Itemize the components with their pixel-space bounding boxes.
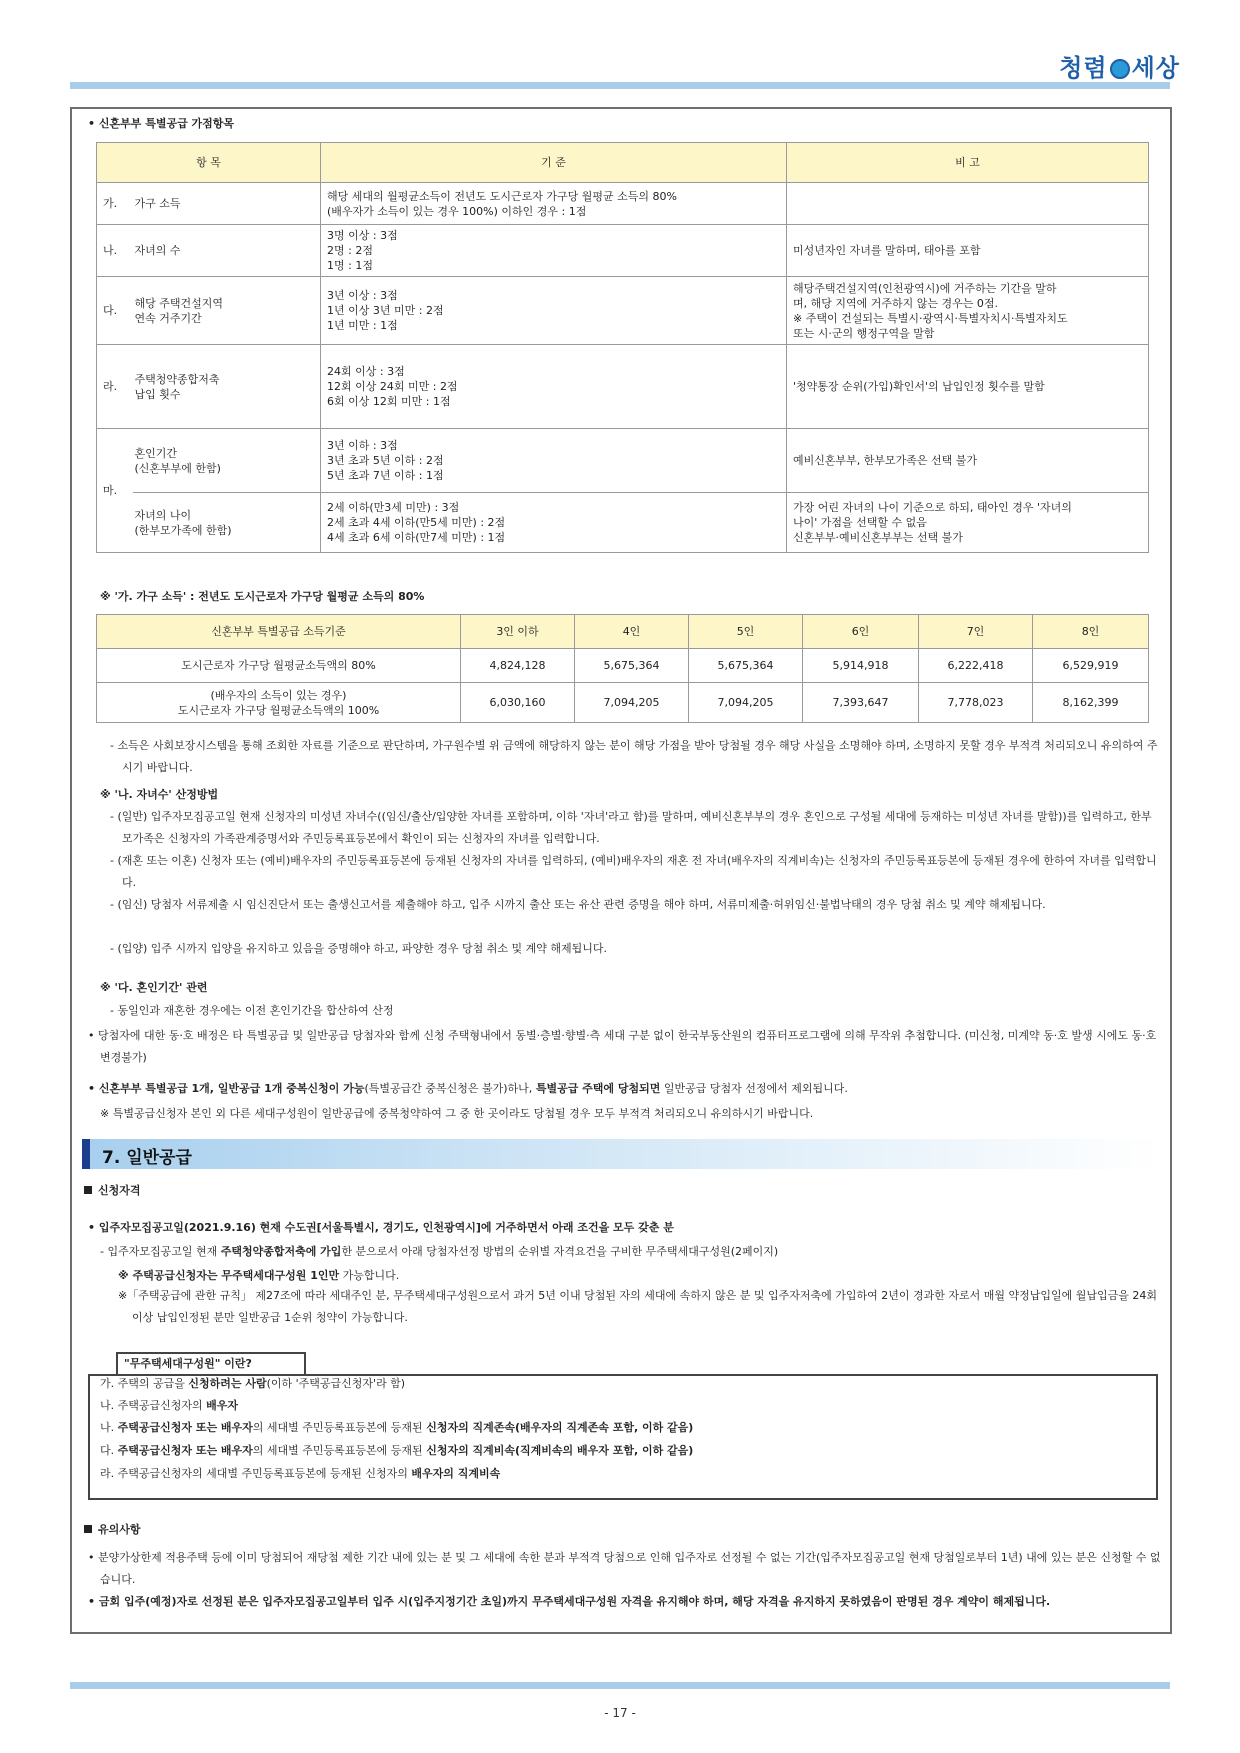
duplicate-bold-c: 특별공급 주택에 당첨되면 bbox=[535, 1082, 661, 1095]
income-value: 6,222,418 bbox=[919, 649, 1033, 683]
row-index: 다. bbox=[97, 277, 133, 345]
criteria-line: 1명 : 1점 bbox=[327, 259, 373, 272]
definition-bold: 배우자 bbox=[206, 1399, 239, 1412]
income-value: 4,824,128 bbox=[461, 649, 575, 683]
score-items-title: • 신혼부부 특별공급 가점항목 bbox=[88, 117, 235, 130]
criteria-line: 6회 이상 12회 미만 : 1점 bbox=[327, 395, 451, 408]
allocation-bullet: • 당첨자에 대한 동·호 배정은 타 특별공급 및 일반공급 당첨자와 함께 신청 주택형내에서 동별·층별·향별·측 세대 구분 없이 한국부동산원의 컴퓨터프로그램에 의해 무작위 추첨합니다. (미신청, 미계약 동·호 발생 시에도 동·호 변경불가) bbox=[88, 1029, 1157, 1064]
row-label: 납입 횟수 bbox=[134, 387, 181, 401]
income-table bbox=[96, 614, 1149, 723]
children-section-title: ※ '나. 자녀수' 산정방법 bbox=[100, 788, 219, 801]
logo-mark-icon bbox=[1110, 59, 1130, 79]
income-value: 6,529,919 bbox=[1033, 649, 1149, 683]
income-remark: - 소득은 사회보장시스템을 통해 조회한 자료를 기준으로 판단하며, 가구원수별 위 금액에 해당하지 않는 분이 해당 가점을 받아 당첨될 경우 해당 사실을 소명해야 하며, 소명하지 못할 경우 부적격 처리되오니 유의하여 주시기 바랍니다. bbox=[110, 739, 1158, 774]
caution-heading-text: 유의사항 bbox=[98, 1523, 141, 1536]
criteria-line: 24회 이상 : 3점 bbox=[327, 365, 405, 378]
row-index: 나. bbox=[97, 225, 133, 277]
table-row bbox=[97, 225, 1149, 277]
score-table-header bbox=[97, 143, 1149, 183]
income-value: 6,030,160 bbox=[461, 683, 575, 723]
qualification-note1 bbox=[118, 1268, 399, 1283]
criteria-line: 2세 초과 4세 이하(만5세 미만) : 2점 bbox=[327, 516, 506, 529]
table-row bbox=[97, 649, 1149, 683]
row-label: (신혼부부에 한함) bbox=[134, 461, 221, 475]
income-value: 7,094,205 bbox=[575, 683, 689, 723]
definition-box-title: "무주택세대구성원" 이란? bbox=[116, 1352, 306, 1376]
row-label: 가구 소득 bbox=[134, 197, 181, 210]
income-value: 5,914,918 bbox=[803, 649, 919, 683]
note-line: 해당주택건설지역(인천광역시)에 거주하는 기간을 말하 bbox=[793, 281, 1057, 295]
note-line: 나이' 가점을 선택할 수 없음 bbox=[793, 516, 927, 529]
income-value: 7,778,023 bbox=[919, 683, 1033, 723]
income-value: 5,675,364 bbox=[575, 649, 689, 683]
row-label: 혼인기간 bbox=[134, 446, 178, 460]
note-line: 가장 어린 자녀의 나이 기준으로 하되, 태아인 경우 '자녀의 bbox=[793, 501, 1072, 514]
criteria-line: 4세 초과 6세 이하(만7세 미만) : 1점 bbox=[327, 531, 506, 544]
children-item: - (일반) 입주자모집공고일 현재 신청자의 미성년 자녀수((임신/출산/입양한 자녀를 포함하며, 이하 '자녀'라고 함)를 말하며, 예비신혼부부의 경우 혼인으로 구성될 세대에 등재하는 미성년 자녀를 말함))를 입력하고, 한부모가족은 신청자의 가족관계증명서와 주민등록표등본에서 확인이 되는 신청자의 자녀를 입력합니다. bbox=[110, 810, 1152, 845]
note-line: 또는 시·군의 행정구역을 말함 bbox=[793, 326, 935, 340]
score-header-note: 비 고 bbox=[787, 143, 1149, 183]
income-value: 5,675,364 bbox=[689, 649, 803, 683]
caution-item: • 분양가상한제 적용주택 등에 이미 당첨되어 재당첨 제한 기간 내에 있는 분 및 그 세대에 속한 분과 부적격 당첨으로 인해 입주자로 선정될 수 없는 기간(입주자모집공고일 현재 당첨일로부터 1년) 내에 있는 분은 신청할 수 없습니다. bbox=[88, 1551, 1161, 1586]
note-line: 예비신혼부부, 한부모가족은 선택 불가 bbox=[793, 454, 978, 467]
income-value: 7,393,647 bbox=[803, 683, 919, 723]
income-header: 3인 이하 bbox=[461, 615, 575, 649]
duplicate-bullet bbox=[88, 1081, 848, 1096]
logo-text-left: 청렴 bbox=[1059, 52, 1108, 82]
logo-text-right: 세상 bbox=[1131, 52, 1180, 82]
page-number: - 17 - bbox=[604, 1706, 636, 1720]
note-line: 신혼부부·예비신혼부부는 선택 불가 bbox=[793, 531, 963, 544]
square-bullet-icon bbox=[84, 1525, 92, 1533]
qualification-note1-a: ※ 주택공급신청자는 무주택세대구성원 1인만 bbox=[118, 1269, 340, 1282]
income-header: 신혼부부 특별공급 소득기준 bbox=[97, 615, 461, 649]
row-label: 자녀의 수 bbox=[134, 244, 181, 257]
income-row-label: 도시근로자 가구당 월평균소득액의 80% bbox=[97, 649, 461, 683]
row-label: 연속 거주기간 bbox=[134, 311, 202, 325]
note-line: 며, 해당 지역에 거주하지 않는 경우는 0점. bbox=[793, 296, 998, 310]
table-row bbox=[97, 493, 1149, 553]
definition-bold: 신청자의 직계비속(직계비속의 배우자 포함, 이하 같음) bbox=[426, 1444, 694, 1457]
income-value: 8,162,399 bbox=[1033, 683, 1149, 723]
income-header: 6인 bbox=[803, 615, 919, 649]
definition-bold: 신청자의 직계존속(배우자의 직계존속 포함, 이하 같음) bbox=[426, 1421, 694, 1434]
score-header-item: 항 목 bbox=[97, 143, 321, 183]
duplicate-bold-a: • 신혼부부 특별공급 1개, 일반공급 1개 중복신청이 가능 bbox=[88, 1082, 365, 1095]
definition-text: 나. 주택공급신청자의 bbox=[100, 1399, 207, 1412]
row-label: (한부모가족에 한함) bbox=[134, 523, 232, 537]
criteria-line: 1년 미만 : 1점 bbox=[327, 319, 398, 332]
marriage-item: - 동일인과 재혼한 경우에는 이전 혼인기간을 합산하여 산정 bbox=[110, 1004, 394, 1017]
definition-bold: 주택공급신청자 또는 배우자 bbox=[117, 1444, 253, 1457]
row-index: 마. bbox=[97, 429, 133, 553]
criteria-line: 3년 이상 : 3점 bbox=[327, 289, 398, 302]
income-row-label: 도시근로자 가구당 월평균소득액의 100% bbox=[177, 703, 380, 717]
qualification-dash bbox=[100, 1244, 778, 1259]
row-index: 라. bbox=[97, 345, 133, 429]
note-line: ※ 주택이 건설되는 특별시·광역시·특별자치시·특별자치도 bbox=[793, 311, 1068, 325]
criteria-line: 2명 : 2점 bbox=[327, 244, 373, 257]
qualification-note2: ※「주택공급에 관한 규칙」 제27조에 따라 세대주인 분, 무주택세대구성원으로서 과거 5년 이내 당첨된 자의 세대에 속하지 않은 분 및 입주자저축에 가입하여 2년이 경과한 자로서 매월 약정납입일에 월납입금을 24회 이상 납입인정된 분만 일반공급 1순위 청약이 가능합니다. bbox=[118, 1289, 1157, 1324]
square-bullet-icon bbox=[84, 1186, 92, 1194]
qualification-note1-b: 가능합니다. bbox=[339, 1269, 400, 1282]
definition-item bbox=[100, 1420, 693, 1435]
definition-item bbox=[100, 1443, 693, 1458]
duplicate-text-d: 일반공급 당첨자 선정에서 제외됩니다. bbox=[660, 1082, 848, 1095]
criteria-line: 2세 이하(만3세 미만) : 3점 bbox=[327, 501, 460, 514]
row-label: 해당 주택건설지역 bbox=[134, 296, 224, 310]
income-note-title: ※ '가. 가구 소득' : 전년도 도시근로자 가구당 월평균 소득의 80% bbox=[100, 590, 425, 603]
income-row-label: (배우자의 소득이 있는 경우) bbox=[210, 688, 347, 702]
qualification-heading bbox=[84, 1183, 141, 1198]
qualification-dash-c: 한 분으로서 아래 당첨자선정 방법의 순위별 자격요건을 구비한 무주택세대구성원(2페이지) bbox=[341, 1245, 779, 1258]
note-line: 미성년자인 자녀를 말하며, 태아를 포함 bbox=[793, 244, 981, 257]
definition-item bbox=[100, 1466, 500, 1481]
definition-bold: 주택공급신청자 또는 배우자 bbox=[117, 1421, 253, 1434]
household-note: ※ 특별공급신청자 본인 외 다른 세대구성원이 일반공급에 중복청약하여 그 중 한 곳이라도 당첨될 경우 모두 부적격 처리되오니 유의하시기 바랍니다. bbox=[100, 1107, 814, 1120]
children-item: - (임신) 당첨자 서류제출 시 임신진단서 또는 출생신고서를 제출해야 하고, 입주 시까지 출산 또는 유산 관련 증명을 해야 하며, 서류미제출·허위임신·불법낙태의 경우 당첨 취소 및 계약 해제됩니다. bbox=[110, 898, 1046, 911]
marriage-section-title: ※ '다. 혼인기간' 관련 bbox=[100, 981, 208, 994]
criteria-line: 12회 이상 24회 미만 : 2점 bbox=[327, 380, 458, 393]
row-label: 주택청약종합저축 bbox=[134, 372, 220, 386]
row-note bbox=[787, 183, 1149, 225]
criteria-line: (배우자가 소득이 있는 경우 100%) 이하인 경우 : 1점 bbox=[327, 204, 587, 218]
income-header: 7인 bbox=[919, 615, 1033, 649]
definition-bold: 배우자의 직계비속 bbox=[411, 1467, 501, 1480]
definition-text: 가. 주택의 공급을 bbox=[100, 1377, 189, 1390]
definition-text: 다. bbox=[100, 1444, 118, 1457]
qualification-bullet: • 입주자모집공고일(2021.9.16) 현재 수도권[서울특별시, 경기도, 인천광역시]에 거주하면서 아래 조건을 모두 갖춘 분 bbox=[88, 1221, 674, 1234]
children-item: - (입양) 입주 시까지 입양을 유지하고 있음을 증명해야 하고, 파양한 경우 당첨 취소 및 계약 해제됩니다. bbox=[110, 942, 608, 955]
table-row bbox=[97, 345, 1149, 429]
criteria-line: 3년 초과 5년 이하 : 2점 bbox=[327, 454, 444, 467]
caution-item: • 금회 입주(예정)자로 선정된 분은 입주자모집공고일부터 입주 시(입주지정기간 초일)까지 무주택세대구성원 자격을 유지해야 하며, 해당 자격을 유지하지 못하였음이 판명된 경우 계약이 해제됩니다. bbox=[88, 1595, 1051, 1608]
criteria-line: 3명 이상 : 3점 bbox=[327, 229, 398, 242]
score-header-criteria: 기 준 bbox=[321, 143, 787, 183]
table-row bbox=[97, 277, 1149, 345]
income-table-header bbox=[97, 615, 1149, 649]
table-row bbox=[97, 183, 1149, 225]
children-item: - (재혼 또는 이혼) 신청자 또는 (예비)배우자의 주민등록표등본에 등재된 신청자의 자녀를 입력하되, (예비)배우자의 재혼 전 자녀(배우자의 직계비속)는 신청자의 주민등록표등본에 등재된 경우에 한하여 자녀를 입력합니다. bbox=[110, 854, 1157, 889]
section-accent bbox=[82, 1139, 90, 1169]
definition-box bbox=[88, 1374, 1158, 1500]
criteria-line: 해당 세대의 월평균소득이 전년도 도시근로자 가구당 월평균 소득의 80% bbox=[327, 189, 677, 203]
qualification-dash-b: 주택청약종합저축에 가입 bbox=[220, 1245, 342, 1258]
criteria-line: 5년 초과 7년 이하 : 1점 bbox=[327, 469, 444, 482]
income-header: 5인 bbox=[689, 615, 803, 649]
definition-text: 의 세대별 주민등록표등본에 등재된 bbox=[252, 1444, 427, 1457]
row-index: 가. bbox=[97, 183, 133, 225]
section-title: 7. 일반공급 bbox=[102, 1148, 192, 1168]
table-row bbox=[97, 683, 1149, 723]
score-table bbox=[96, 142, 1149, 553]
qualification-heading-text: 신청자격 bbox=[98, 1184, 141, 1197]
income-header: 4인 bbox=[575, 615, 689, 649]
income-header: 8인 bbox=[1033, 615, 1149, 649]
note-line: '청약통장 순위(가입)확인서'의 납입인정 횟수를 말함 bbox=[793, 380, 1045, 393]
row-label: 자녀의 나이 bbox=[134, 508, 192, 522]
definition-text: (이하 '주택공급신청자'라 함) bbox=[266, 1377, 406, 1390]
definition-text: 라. 주택공급신청자의 세대별 주민등록표등본에 등재된 신청자의 bbox=[100, 1467, 412, 1480]
table-row bbox=[97, 429, 1149, 493]
definition-item bbox=[100, 1376, 405, 1391]
definition-text: 나. bbox=[100, 1421, 118, 1434]
qualification-dash-a: - 입주자모집공고일 현재 bbox=[100, 1245, 221, 1258]
definition-bold: 신청하려는 사람 bbox=[188, 1377, 267, 1390]
criteria-line: 1년 이상 3년 미만 : 2점 bbox=[327, 304, 444, 317]
section-header bbox=[82, 1139, 1162, 1169]
definition-text: 의 세대별 주민등록표등본에 등재된 bbox=[252, 1421, 427, 1434]
bottom-divider bbox=[70, 1682, 1170, 1689]
income-value: 7,094,205 bbox=[689, 683, 803, 723]
logo bbox=[1059, 48, 1180, 82]
duplicate-text-b: (특별공급간 중복신청은 불가)하나, bbox=[364, 1082, 536, 1095]
criteria-line: 3년 이하 : 3점 bbox=[327, 439, 398, 452]
definition-item bbox=[100, 1398, 238, 1413]
top-divider bbox=[70, 82, 1170, 89]
caution-heading bbox=[84, 1522, 141, 1537]
